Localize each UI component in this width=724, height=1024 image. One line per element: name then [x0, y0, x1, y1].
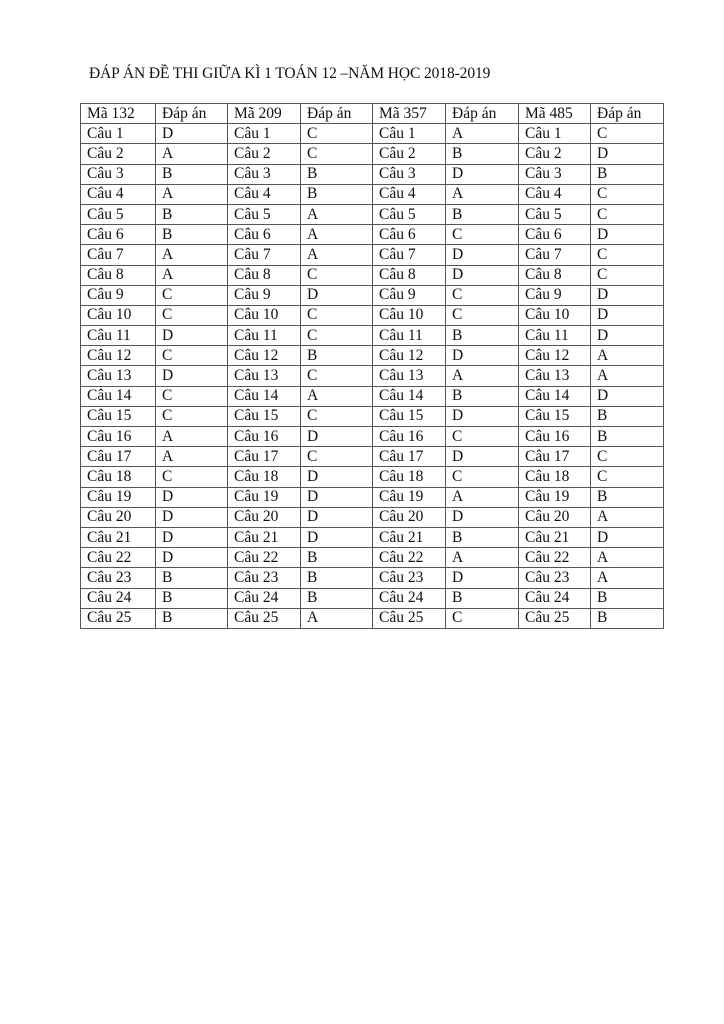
answer-cell: B — [446, 386, 519, 406]
question-cell: Câu 5 — [81, 204, 156, 224]
question-cell: Câu 10 — [519, 305, 591, 325]
table-row — [81, 507, 664, 527]
table-row — [81, 326, 664, 346]
question-cell: Câu 15 — [519, 406, 591, 426]
question-cell: Câu 23 — [519, 568, 591, 588]
answer-cell: B — [156, 568, 228, 588]
question-cell: Câu 3 — [81, 164, 156, 184]
question-cell: Câu 5 — [519, 204, 591, 224]
answer-cell: A — [446, 184, 519, 204]
question-cell: Câu 22 — [81, 548, 156, 568]
answer-cell: D — [446, 568, 519, 588]
answer-cell: D — [591, 225, 664, 245]
question-cell: Câu 5 — [373, 204, 446, 224]
table-row — [81, 184, 664, 204]
answer-cell: D — [446, 406, 519, 426]
answer-cell: D — [591, 386, 664, 406]
question-cell: Câu 22 — [228, 548, 301, 568]
question-cell: Câu 20 — [228, 507, 301, 527]
answer-cell: B — [301, 164, 373, 184]
exam-code-header: Mã 485 — [519, 104, 591, 124]
answer-cell: B — [591, 487, 664, 507]
answer-cell: D — [591, 144, 664, 164]
answer-cell: C — [301, 265, 373, 285]
question-cell: Câu 20 — [519, 507, 591, 527]
question-cell: Câu 2 — [373, 144, 446, 164]
table-row — [81, 204, 664, 224]
table-row — [81, 487, 664, 507]
answer-cell: C — [446, 225, 519, 245]
answer-cell: C — [591, 447, 664, 467]
answer-cell: B — [446, 588, 519, 608]
question-cell: Câu 17 — [228, 447, 301, 467]
question-cell: Câu 6 — [519, 225, 591, 245]
answer-cell: D — [301, 285, 373, 305]
question-cell: Câu 1 — [81, 124, 156, 144]
table-row — [81, 608, 664, 628]
table-row — [81, 285, 664, 305]
question-cell: Câu 8 — [81, 265, 156, 285]
answer-cell: C — [591, 204, 664, 224]
question-cell: Câu 15 — [373, 406, 446, 426]
answer-cell: B — [591, 406, 664, 426]
question-cell: Câu 19 — [519, 487, 591, 507]
table-row — [81, 265, 664, 285]
question-cell: Câu 21 — [81, 527, 156, 547]
question-cell: Câu 8 — [228, 265, 301, 285]
question-cell: Câu 1 — [228, 124, 301, 144]
answer-cell: B — [446, 144, 519, 164]
question-cell: Câu 24 — [519, 588, 591, 608]
answer-cell: C — [591, 265, 664, 285]
answer-cell: A — [446, 487, 519, 507]
answer-cell: D — [156, 548, 228, 568]
answer-cell: D — [301, 467, 373, 487]
table-header-row — [81, 104, 664, 124]
answer-cell: B — [446, 326, 519, 346]
answer-cell: C — [156, 305, 228, 325]
answer-cell: C — [591, 124, 664, 144]
question-cell: Câu 3 — [519, 164, 591, 184]
answer-cell: A — [156, 245, 228, 265]
answer-cell: B — [301, 346, 373, 366]
exam-code-header: Mã 357 — [373, 104, 446, 124]
answer-cell: D — [156, 124, 228, 144]
answer-cell: C — [301, 305, 373, 325]
question-cell: Câu 9 — [228, 285, 301, 305]
answer-cell: A — [301, 204, 373, 224]
question-cell: Câu 8 — [373, 265, 446, 285]
table-row — [81, 527, 664, 547]
answer-cell: B — [156, 588, 228, 608]
answer-cell: D — [591, 285, 664, 305]
answer-cell: A — [156, 447, 228, 467]
question-cell: Câu 18 — [519, 467, 591, 487]
question-cell: Câu 23 — [81, 568, 156, 588]
table-row — [81, 588, 664, 608]
question-cell: Câu 24 — [81, 588, 156, 608]
question-cell: Câu 19 — [228, 487, 301, 507]
answer-cell: C — [301, 406, 373, 426]
answer-header: Đáp án — [446, 104, 519, 124]
answer-cell: D — [156, 487, 228, 507]
question-cell: Câu 10 — [81, 305, 156, 325]
question-cell: Câu 13 — [373, 366, 446, 386]
table-row — [81, 346, 664, 366]
answer-cell: C — [156, 386, 228, 406]
table-row — [81, 447, 664, 467]
table-row — [81, 305, 664, 325]
answer-cell: A — [591, 366, 664, 386]
question-cell: Câu 2 — [228, 144, 301, 164]
question-cell: Câu 10 — [373, 305, 446, 325]
answer-cell: B — [591, 608, 664, 628]
answer-cell: D — [301, 507, 373, 527]
answer-cell: A — [156, 144, 228, 164]
answer-cell: A — [591, 568, 664, 588]
answer-cell: D — [446, 507, 519, 527]
answer-key-table — [80, 103, 664, 629]
table-row — [81, 406, 664, 426]
question-cell: Câu 13 — [519, 366, 591, 386]
question-cell: Câu 21 — [519, 527, 591, 547]
answer-cell: B — [446, 527, 519, 547]
question-cell: Câu 15 — [81, 406, 156, 426]
question-cell: Câu 12 — [228, 346, 301, 366]
question-cell: Câu 10 — [228, 305, 301, 325]
question-cell: Câu 25 — [373, 608, 446, 628]
question-cell: Câu 23 — [373, 568, 446, 588]
question-cell: Câu 16 — [81, 427, 156, 447]
question-cell: Câu 14 — [228, 386, 301, 406]
answer-cell: A — [591, 548, 664, 568]
question-cell: Câu 17 — [519, 447, 591, 467]
answer-cell: A — [301, 225, 373, 245]
question-cell: Câu 2 — [519, 144, 591, 164]
answer-cell: D — [156, 507, 228, 527]
answer-cell: B — [591, 588, 664, 608]
answer-cell: C — [156, 285, 228, 305]
answer-cell: B — [301, 568, 373, 588]
question-cell: Câu 17 — [373, 447, 446, 467]
answer-cell: A — [446, 366, 519, 386]
answer-cell: C — [301, 447, 373, 467]
table-row — [81, 548, 664, 568]
answer-cell: B — [156, 164, 228, 184]
table-row — [81, 245, 664, 265]
question-cell: Câu 4 — [373, 184, 446, 204]
answer-cell: A — [156, 265, 228, 285]
question-cell: Câu 4 — [228, 184, 301, 204]
answer-cell: D — [446, 164, 519, 184]
table-row — [81, 366, 664, 386]
answer-cell: C — [301, 326, 373, 346]
answer-cell: D — [301, 427, 373, 447]
answer-cell: C — [446, 427, 519, 447]
question-cell: Câu 25 — [519, 608, 591, 628]
question-cell: Câu 20 — [373, 507, 446, 527]
question-cell: Câu 22 — [519, 548, 591, 568]
question-cell: Câu 7 — [373, 245, 446, 265]
answer-cell: C — [156, 406, 228, 426]
answer-cell: B — [591, 164, 664, 184]
question-cell: Câu 25 — [81, 608, 156, 628]
answer-header: Đáp án — [301, 104, 373, 124]
question-cell: Câu 3 — [373, 164, 446, 184]
answer-cell: C — [156, 467, 228, 487]
question-cell: Câu 4 — [519, 184, 591, 204]
answer-cell: A — [156, 427, 228, 447]
question-cell: Câu 9 — [373, 285, 446, 305]
answer-header: Đáp án — [156, 104, 228, 124]
answer-cell: D — [301, 487, 373, 507]
question-cell: Câu 13 — [228, 366, 301, 386]
question-cell: Câu 24 — [373, 588, 446, 608]
answer-cell: C — [446, 305, 519, 325]
question-cell: Câu 22 — [373, 548, 446, 568]
question-cell: Câu 14 — [81, 386, 156, 406]
question-cell: Câu 16 — [228, 427, 301, 447]
answer-cell: B — [591, 427, 664, 447]
answer-cell: B — [301, 588, 373, 608]
answer-cell: D — [446, 245, 519, 265]
answer-cell: C — [301, 124, 373, 144]
answer-cell: D — [446, 265, 519, 285]
answer-cell: B — [301, 184, 373, 204]
question-cell: Câu 6 — [81, 225, 156, 245]
question-cell: Câu 11 — [519, 326, 591, 346]
question-cell: Câu 20 — [81, 507, 156, 527]
answer-cell: C — [156, 346, 228, 366]
question-cell: Câu 14 — [519, 386, 591, 406]
question-cell: Câu 1 — [373, 124, 446, 144]
answer-cell: A — [156, 184, 228, 204]
answer-cell: C — [591, 245, 664, 265]
answer-cell: B — [156, 204, 228, 224]
answer-cell: D — [446, 346, 519, 366]
question-cell: Câu 11 — [228, 326, 301, 346]
answer-header: Đáp án — [591, 104, 664, 124]
answer-cell: C — [301, 366, 373, 386]
answer-cell: B — [301, 548, 373, 568]
question-cell: Câu 12 — [373, 346, 446, 366]
answer-cell: C — [446, 467, 519, 487]
answer-cell: A — [446, 548, 519, 568]
question-cell: Câu 21 — [228, 527, 301, 547]
question-cell: Câu 2 — [81, 144, 156, 164]
answer-cell: D — [156, 527, 228, 547]
question-cell: Câu 15 — [228, 406, 301, 426]
table-row — [81, 144, 664, 164]
answer-cell: C — [446, 285, 519, 305]
answer-cell: D — [301, 527, 373, 547]
answer-cell: D — [156, 366, 228, 386]
answer-cell: A — [301, 608, 373, 628]
table-row — [81, 568, 664, 588]
table-row — [81, 164, 664, 184]
exam-code-header: Mã 132 — [81, 104, 156, 124]
question-cell: Câu 17 — [81, 447, 156, 467]
answer-cell: B — [446, 204, 519, 224]
answer-cell: B — [156, 608, 228, 628]
answer-cell: C — [591, 184, 664, 204]
question-cell: Câu 12 — [81, 346, 156, 366]
question-cell: Câu 1 — [519, 124, 591, 144]
question-cell: Câu 21 — [373, 527, 446, 547]
answer-table-body — [81, 104, 664, 629]
question-cell: Câu 4 — [81, 184, 156, 204]
question-cell: Câu 7 — [228, 245, 301, 265]
question-cell: Câu 24 — [228, 588, 301, 608]
question-cell: Câu 13 — [81, 366, 156, 386]
question-cell: Câu 12 — [519, 346, 591, 366]
table-row — [81, 124, 664, 144]
question-cell: Câu 18 — [81, 467, 156, 487]
answer-cell: A — [301, 386, 373, 406]
question-cell: Câu 18 — [373, 467, 446, 487]
answer-cell: D — [156, 326, 228, 346]
page-title: ĐÁP ÁN ĐỀ THI GIỮA KÌ 1 TOÁN 12 –NĂM HỌC 2018-2019 — [89, 65, 491, 82]
question-cell: Câu 6 — [373, 225, 446, 245]
question-cell: Câu 16 — [373, 427, 446, 447]
question-cell: Câu 3 — [228, 164, 301, 184]
answer-cell: A — [591, 346, 664, 366]
answer-cell: C — [591, 467, 664, 487]
question-cell: Câu 7 — [519, 245, 591, 265]
answer-cell: A — [446, 124, 519, 144]
answer-cell: D — [446, 447, 519, 467]
question-cell: Câu 19 — [81, 487, 156, 507]
exam-code-header: Mã 209 — [228, 104, 301, 124]
question-cell: Câu 8 — [519, 265, 591, 285]
question-cell: Câu 11 — [81, 326, 156, 346]
question-cell: Câu 6 — [228, 225, 301, 245]
answer-cell: C — [446, 608, 519, 628]
question-cell: Câu 5 — [228, 204, 301, 224]
question-cell: Câu 23 — [228, 568, 301, 588]
question-cell: Câu 14 — [373, 386, 446, 406]
answer-cell: C — [301, 144, 373, 164]
answer-cell: D — [591, 527, 664, 547]
table-row — [81, 427, 664, 447]
question-cell: Câu 9 — [519, 285, 591, 305]
answer-cell: A — [591, 507, 664, 527]
answer-cell: D — [591, 305, 664, 325]
table-row — [81, 225, 664, 245]
question-cell: Câu 7 — [81, 245, 156, 265]
question-cell: Câu 16 — [519, 427, 591, 447]
answer-cell: D — [591, 326, 664, 346]
question-cell: Câu 9 — [81, 285, 156, 305]
table-row — [81, 386, 664, 406]
table-row — [81, 467, 664, 487]
question-cell: Câu 18 — [228, 467, 301, 487]
answer-cell: B — [156, 225, 228, 245]
question-cell: Câu 25 — [228, 608, 301, 628]
question-cell: Câu 11 — [373, 326, 446, 346]
question-cell: Câu 19 — [373, 487, 446, 507]
answer-cell: A — [301, 245, 373, 265]
